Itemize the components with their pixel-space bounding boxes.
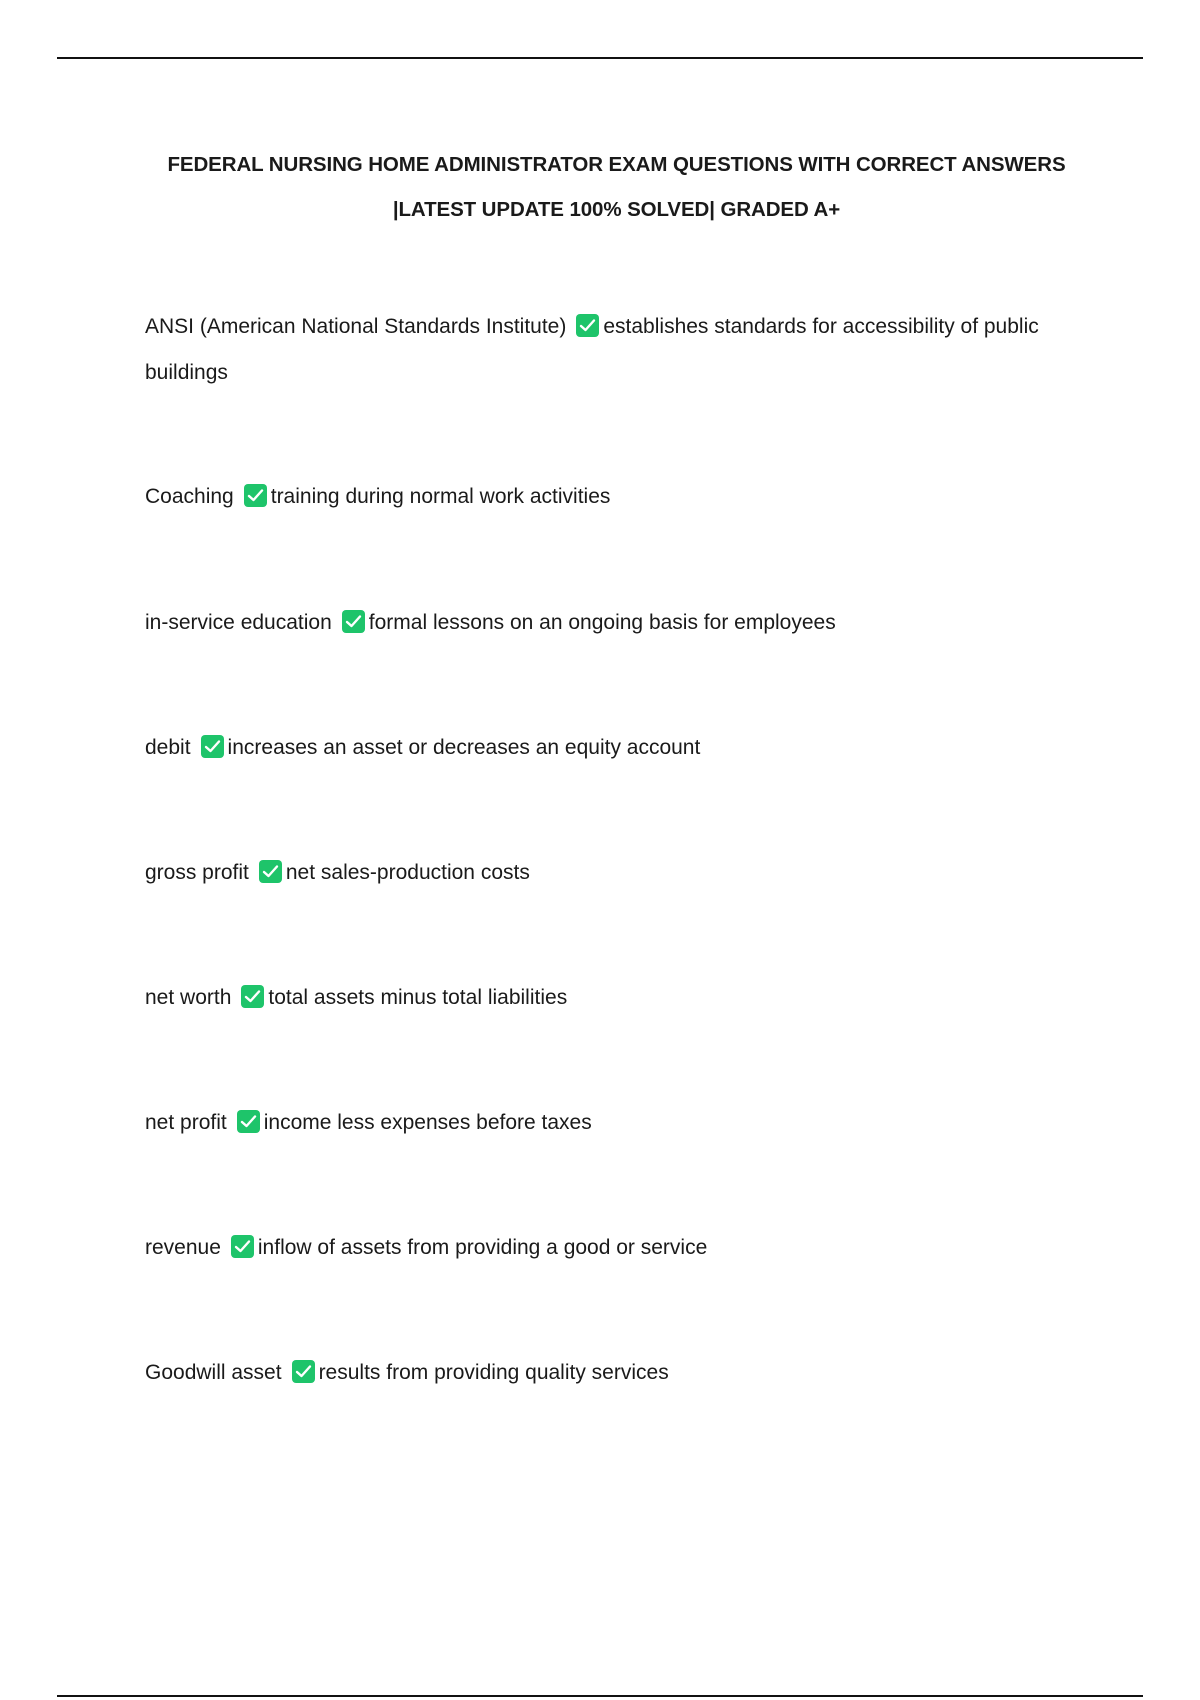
qa-answer: inflow of assets from providing a good or service	[257, 1236, 708, 1259]
green-checkmark-icon	[201, 735, 224, 758]
qa-item	[145, 975, 1090, 1021]
qa-term: debit	[145, 736, 191, 759]
qa-item	[145, 1100, 1090, 1146]
qa-item	[145, 725, 1090, 771]
qa-item	[145, 474, 1090, 520]
green-checkmark-icon	[241, 985, 264, 1008]
qa-term: Coaching	[145, 485, 234, 508]
green-checkmark-icon	[231, 1235, 254, 1258]
title-line-2: |LATEST UPDATE 100% SOLVED| GRADED A+	[392, 198, 841, 221]
footer-rule	[57, 1695, 1143, 1697]
qa-item	[145, 850, 1090, 896]
header-rule	[57, 57, 1143, 59]
qa-answer: total assets minus total liabilities	[268, 986, 568, 1009]
green-checkmark-icon	[244, 484, 267, 507]
qa-answer: net sales-production costs	[285, 861, 530, 884]
title-line-1: FEDERAL NURSING HOME ADMINISTRATOR EXAM QUESTIONS WITH CORRECT ANSWERS	[167, 153, 1066, 176]
qa-term: in-service education	[145, 611, 332, 634]
qa-answer: increases an asset or decreases an equity account	[227, 736, 701, 759]
qa-term: ANSI (American National Standards Institute)	[145, 315, 567, 338]
qa-term: gross profit	[145, 861, 249, 884]
qa-answer: formal lessons on an ongoing basis for employees	[368, 611, 836, 634]
qa-term: net worth	[145, 986, 232, 1009]
qa-answer: income less expenses before taxes	[263, 1111, 592, 1134]
qa-item	[145, 1225, 1090, 1271]
green-checkmark-icon	[576, 314, 599, 337]
qa-answer: establishes standards for accessibility of public buildings	[145, 315, 1039, 384]
green-checkmark-icon	[259, 860, 282, 883]
document-title	[100, 142, 1133, 232]
qa-term: net profit	[145, 1111, 227, 1134]
qa-term: revenue	[145, 1236, 221, 1259]
qa-answer: training during normal work activities	[270, 485, 611, 508]
green-checkmark-icon	[342, 610, 365, 633]
qa-answer: results from providing quality services	[318, 1361, 669, 1384]
qa-item	[145, 304, 1090, 396]
green-checkmark-icon	[237, 1110, 260, 1133]
qa-item	[145, 600, 1090, 646]
qa-term: Goodwill asset	[145, 1361, 282, 1384]
green-checkmark-icon	[292, 1360, 315, 1383]
qa-item	[145, 1350, 1090, 1396]
